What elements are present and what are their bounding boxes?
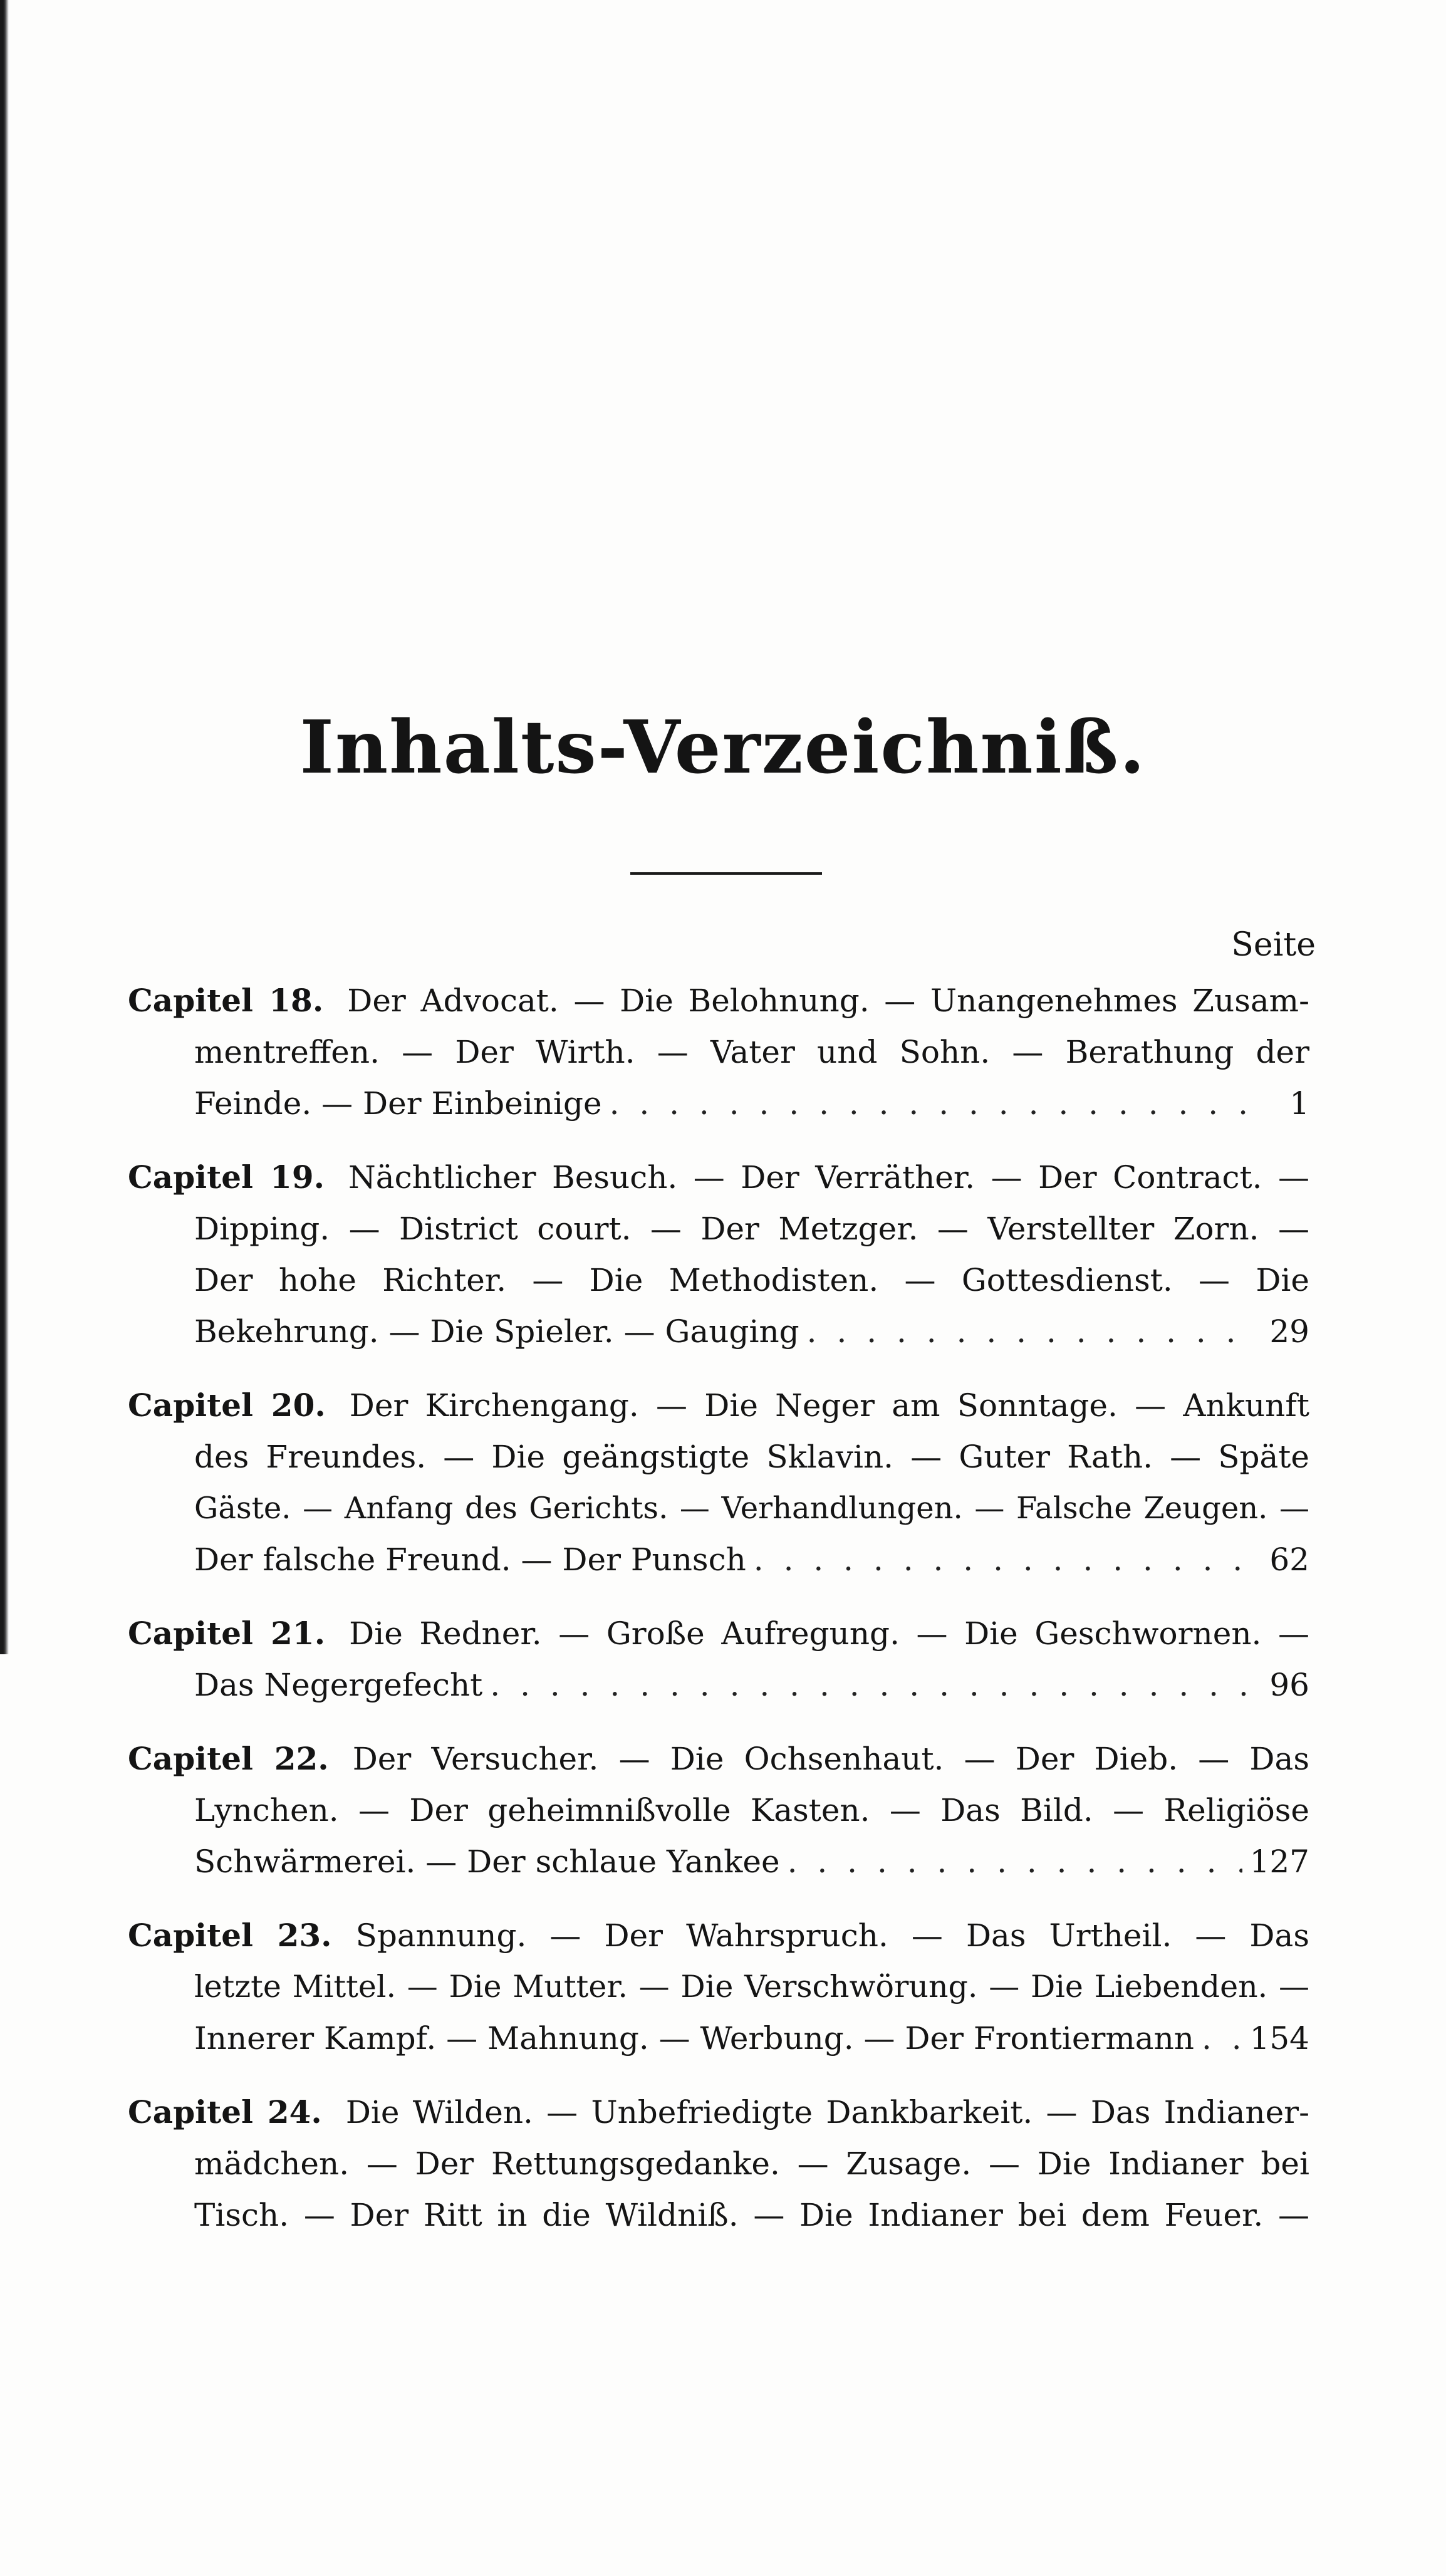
- chapter-summary-text: Der Advocat. — Die Belohnung. — Unangenehmes Zusam-: [347, 983, 1309, 1019]
- toc-entry: [128, 1152, 1309, 1357]
- toc-entry: [128, 1910, 1309, 2064]
- toc-line: [128, 1733, 1309, 1785]
- page-number: 154: [1249, 2020, 1309, 2057]
- toc-line: [128, 2087, 1309, 2138]
- page-number: 127: [1249, 1843, 1309, 1880]
- page-number: 1: [1289, 1085, 1309, 1122]
- chapter-summary-text: Der hohe Richter. — Die Methodisten. — Gottesdienst. — Die: [194, 1262, 1309, 1298]
- chapter-summary-text: Innerer Kampf. — Mahnung. — Werbung. — Der Frontiermann: [194, 2020, 1194, 2057]
- toc-line: [128, 1254, 1309, 1306]
- toc-line: [128, 1431, 1309, 1483]
- dot-leader: [610, 1078, 1258, 1129]
- dot-leader: [807, 1306, 1258, 1357]
- toc-line: [128, 1306, 1309, 1357]
- toc-entry: [128, 1608, 1309, 1711]
- chapter-label: Capitel 21.: [128, 1615, 326, 1652]
- chapter-summary-text: letzte Mittel. — Die Mutter. — Die Verschwörung. — Die Liebenden. —: [194, 1969, 1309, 2005]
- chapter-summary-text: mädchen. — Der Rettungsgedanke. — Zusage. — Die Indianer bei: [194, 2146, 1309, 2182]
- chapter-summary-text: Der Versucher. — Die Ochsenhaut. — Der Dieb. — Das: [352, 1741, 1309, 1777]
- toc-entry: [128, 2087, 1309, 2241]
- chapter-label: Capitel 23.: [128, 1917, 332, 1954]
- toc-entry: [128, 975, 1309, 1129]
- chapter-summary-text: Schwärmerei. — Der schlaue Yankee: [194, 1843, 780, 1880]
- toc-line: [128, 975, 1309, 1026]
- toc-line: [128, 2138, 1309, 2189]
- chapter-summary-text: Der Kirchengang. — Die Neger am Sonntage. — Ankunft: [349, 1387, 1309, 1424]
- dot-leader: [1202, 2013, 1242, 2064]
- toc-line: [128, 1608, 1309, 1659]
- chapter-summary-text: Die Wilden. — Unbefriedigte Dankbarkeit. — Das Indianer-: [345, 2094, 1309, 2130]
- toc-line: [128, 1380, 1309, 1431]
- chapter-summary-text: Dipping. — District court. — Der Metzger. — Verstellter Zorn. —: [194, 1211, 1309, 1247]
- chapter-summary-text: Nächtlicher Besuch. — Der Verräther. — Der Contract. —: [348, 1159, 1309, 1196]
- chapter-summary-text: Gäste. — Anfang des Gerichts. — Verhandlungen. — Falsche Zeugen. —: [194, 1491, 1309, 1526]
- binding-edge: [0, 0, 9, 1654]
- toc-line: [128, 1785, 1309, 1836]
- dot-leader: [490, 1659, 1258, 1711]
- chapter-summary-text: Die Redner. — Große Aufregung. — Die Geschwornen. —: [349, 1615, 1309, 1652]
- toc-line: [128, 1659, 1309, 1711]
- chapter-summary-text: Lynchen. — Der geheimnißvolle Kasten. — Das Bild. — Religiöse: [194, 1792, 1309, 1828]
- toc-line: [128, 1152, 1309, 1203]
- page-number: 96: [1269, 1667, 1309, 1703]
- chapter-label: Capitel 24.: [128, 2094, 322, 2130]
- page-column-header: Seite: [1231, 926, 1316, 964]
- chapter-summary-text: Tisch. — Der Ritt in die Wildniß. — Die Indianer bei dem Feuer. —: [194, 2197, 1309, 2233]
- page-number: 29: [1269, 1313, 1309, 1350]
- page-number: 62: [1269, 1541, 1309, 1578]
- chapter-label: Capitel 20.: [128, 1387, 326, 1424]
- chapter-label: Capitel 22.: [128, 1740, 329, 1777]
- toc-line: [128, 1203, 1309, 1254]
- toc-line: [128, 1078, 1309, 1129]
- page-title: Inhalts-Verzeichniß.: [299, 705, 1147, 790]
- chapter-summary-text: Spannung. — Der Wahrspruch. — Das Urtheil. — Das: [355, 1917, 1309, 1954]
- toc-line: [128, 1910, 1309, 1961]
- toc-line: [128, 1483, 1309, 1534]
- chapter-summary-text: Das Negergefecht: [194, 1667, 483, 1703]
- toc-line: [128, 1836, 1309, 1887]
- dot-leader: [754, 1534, 1258, 1585]
- chapter-summary-text: des Freundes. — Die geängstigte Sklavin. — Guter Rath. — Späte: [194, 1439, 1309, 1475]
- table-of-contents: [128, 975, 1309, 2263]
- chapter-summary-text: Der falsche Freund. — Der Punsch: [194, 1541, 746, 1578]
- chapter-summary-text: Bekehrung. — Die Spieler. — Gauging: [194, 1313, 799, 1350]
- toc-line: [128, 1026, 1309, 1078]
- chapter-summary-text: Feinde. — Der Einbeinige: [194, 1085, 602, 1122]
- toc-line: [128, 2189, 1309, 2241]
- toc-entry: [128, 1733, 1309, 1887]
- chapter-label: Capitel 18.: [128, 982, 324, 1019]
- toc-line: [128, 2013, 1309, 2064]
- title-divider: [630, 872, 822, 875]
- toc-line: [128, 1961, 1309, 2013]
- chapter-label: Capitel 19.: [128, 1159, 325, 1196]
- toc-entry: [128, 1380, 1309, 1585]
- toc-line: [128, 1534, 1309, 1585]
- chapter-summary-text: mentreffen. — Der Wirth. — Vater und Sohn. — Berathung der: [194, 1034, 1309, 1070]
- dot-leader: [788, 1836, 1242, 1887]
